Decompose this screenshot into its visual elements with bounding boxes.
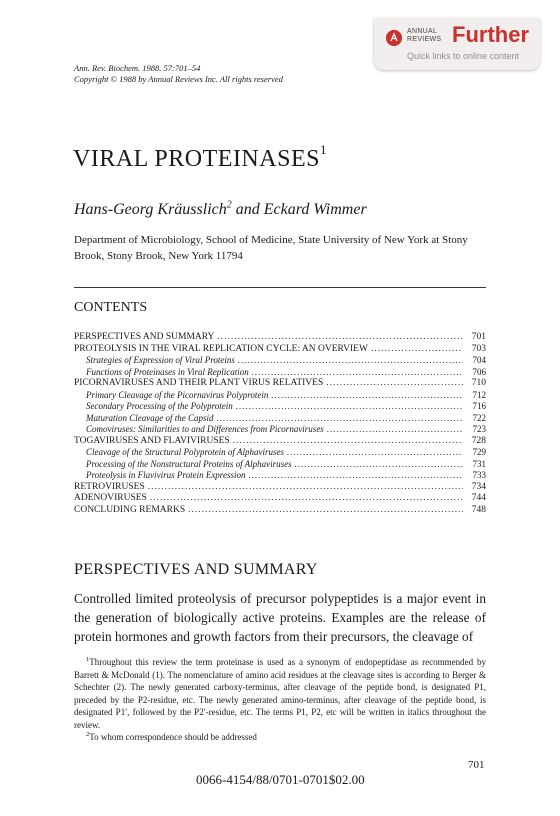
toc-entry-page: 731: [472, 458, 486, 469]
toc-entry-label: RETROVIRUSES: [74, 481, 145, 492]
contents-heading: CONTENTS: [74, 300, 148, 315]
toc-entry-page: 733: [472, 470, 486, 480]
toc-entry: [74, 505, 486, 517]
toc-entry-page: 723: [472, 424, 486, 434]
badge-further-label: Further: [452, 22, 529, 47]
toc-entry-label: Proteolysis in Flavivirus Protein Expression: [86, 470, 246, 480]
toc-entry: [74, 390, 486, 402]
toc-entry: [74, 459, 486, 471]
toc-leader-dots: [271, 390, 463, 402]
toc-leader-dots: [326, 378, 463, 390]
section-heading: PERSPECTIVES AND SUMMARY: [74, 561, 318, 578]
toc-entry-label: Secondary Processing of the Polyprotein: [86, 401, 233, 411]
author-footnote-mark: 2: [226, 199, 232, 211]
toc-entry-label: CONCLUDING REMARKS: [74, 504, 186, 515]
toc-entry: [74, 413, 486, 425]
toc-leader-dots: [150, 493, 463, 505]
toc-entry: [74, 424, 486, 436]
toc-entry: [74, 470, 486, 482]
toc-entry-label: Primary Cleavage of the Picornavirus Polyprotein: [86, 389, 269, 400]
badge-brand: [407, 28, 441, 44]
toc-leader-dots: [287, 447, 463, 459]
title-text: VIRAL PROTEINASES: [73, 146, 320, 172]
footnote-text: Throughout this review the term proteinase is used as a synonym of endopeptidase as recommended by Barrett & McDonald (1). The nomenclature of amino acid residues at the cleavage sites is according to Berger & Schechter (2). The newly generated carboxy-terminus, after cleavage of the peptide bond, is designated P1, preceded by the P2-residue, etc. The newly generated amino-terminus, after cleavage of the peptide bond, is designated P1′, followed by the P2′-residue, etc. The terms P1, P2, etc will be written in italics throughout the review.: [74, 657, 486, 730]
badge-brand-bottom: REVIEWS: [407, 36, 442, 43]
author-first: Hans-Georg Kräusslich: [74, 201, 227, 218]
toc-entry-page: 744: [471, 493, 486, 503]
toc-leader-dots: [252, 367, 463, 379]
toc-entry: [74, 378, 486, 390]
toc-leader-dots: [217, 332, 463, 344]
toc-leader-dots: [148, 482, 463, 494]
toc-entry-label: PERSPECTIVES AND SUMMARY: [74, 332, 215, 342]
author-rest: and Eckard Wimmer: [231, 201, 367, 218]
toc-entry-page: 712: [472, 389, 486, 400]
toc-entry-label: Cleavage of the Structural Polyprotein of Alphaviruses: [86, 447, 284, 457]
toc-entry-label: Functions of Proteinases in Viral Replication: [86, 366, 249, 377]
annual-reviews-logo-icon: [386, 30, 402, 46]
toc-entry-page: 728: [471, 435, 486, 446]
toc-entry-page: 729: [472, 447, 486, 457]
toc-entry: [74, 332, 486, 344]
toc-leader-dots: [248, 470, 463, 482]
journal-citation: [74, 63, 283, 85]
toc-leader-dots: [217, 413, 464, 425]
toc-leader-dots: [327, 424, 463, 436]
toc-entry-label: Maturation Cleavage of the Capsid: [86, 412, 214, 423]
footnotes: [74, 656, 486, 744]
toc-entry: [74, 355, 486, 367]
toc-entry-label: PICORNAVIRUSES AND THEIR PLANT VIRUS RELATIVES: [74, 378, 324, 388]
toc-leader-dots: [188, 505, 463, 517]
toc-entry-label: Strategies of Expression of Viral Proteins: [86, 355, 235, 365]
toc-leader-dots: [295, 459, 463, 471]
body-paragraph: Controlled limited proteolysis of precursor polypeptides is a major event in the generation of biologically active proteins. Examples are the release of protein hormones and growth factors from their precursors, the cleavage of: [74, 591, 486, 644]
toc-entry-page: 716: [472, 401, 486, 411]
toc-entry-label: PROTEOLYSIS IN THE VIRAL REPLICATION CYCLE: AN OVERVIEW: [74, 343, 368, 354]
toc-entry: [74, 436, 486, 448]
toc-entry-page: 701: [471, 332, 486, 342]
toc-entry-page: 722: [472, 412, 486, 423]
toc-entry-page: 703: [471, 343, 486, 354]
toc-entry-label: Processing of the Nonstructural Proteins of Alphaviruses: [86, 458, 292, 469]
toc-entry: [74, 401, 486, 413]
authors: [74, 201, 367, 219]
toc-entry-page: 734: [471, 481, 486, 492]
toc-entry: [74, 493, 486, 505]
toc-leader-dots: [233, 436, 463, 448]
toc-leader-dots: [371, 344, 463, 356]
footnote-mark: 2: [86, 731, 90, 738]
title-footnote-mark: 1: [319, 142, 327, 157]
badge-brand-top: ANNUAL: [407, 28, 438, 35]
toc-entry: [74, 447, 486, 459]
footnote-text: To whom correspondence should be addressed: [89, 732, 257, 742]
toc-entry: [74, 344, 486, 356]
toc-entry-page: 704: [472, 355, 486, 365]
footnote: [74, 731, 486, 744]
toc-entry: [74, 367, 486, 379]
table-of-contents: [74, 332, 486, 516]
toc-entry-page: 706: [472, 366, 486, 377]
contents-divider: [74, 287, 486, 288]
badge-subtitle: Quick links to online content: [407, 51, 520, 61]
article-title: [73, 142, 327, 173]
price-code: 0066-4154/88/0701-0701$02.00: [196, 772, 365, 787]
toc-entry-label: ADENOVIRUSES: [74, 493, 147, 503]
citation-line-1: Ann. Rev. Biochem. 1988. 57:701–54: [74, 63, 201, 73]
toc-leader-dots: [236, 401, 463, 413]
footnote-mark: 1: [86, 656, 90, 663]
page-number: 701: [468, 759, 485, 771]
affiliation: Department of Microbiology, School of Medicine, State University of New York at Stony Brook, Stony Brook, New York 11794: [74, 234, 468, 262]
toc-entry-page: 710: [471, 378, 486, 388]
toc-entry-label: Comoviruses: Similarities to and Differences from Picornaviruses: [86, 424, 324, 434]
toc-leader-dots: [238, 355, 463, 367]
toc-entry-page: 748: [471, 504, 486, 515]
further-badge[interactable]: [374, 18, 540, 70]
toc-entry-label: TOGAVIRUSES AND FLAVIVIRUSES: [74, 435, 230, 446]
citation-line-2: Copyright © 1988 by Annual Reviews Inc. All rights reserved: [74, 74, 283, 84]
toc-entry: [74, 482, 486, 494]
footnote: [74, 656, 486, 731]
